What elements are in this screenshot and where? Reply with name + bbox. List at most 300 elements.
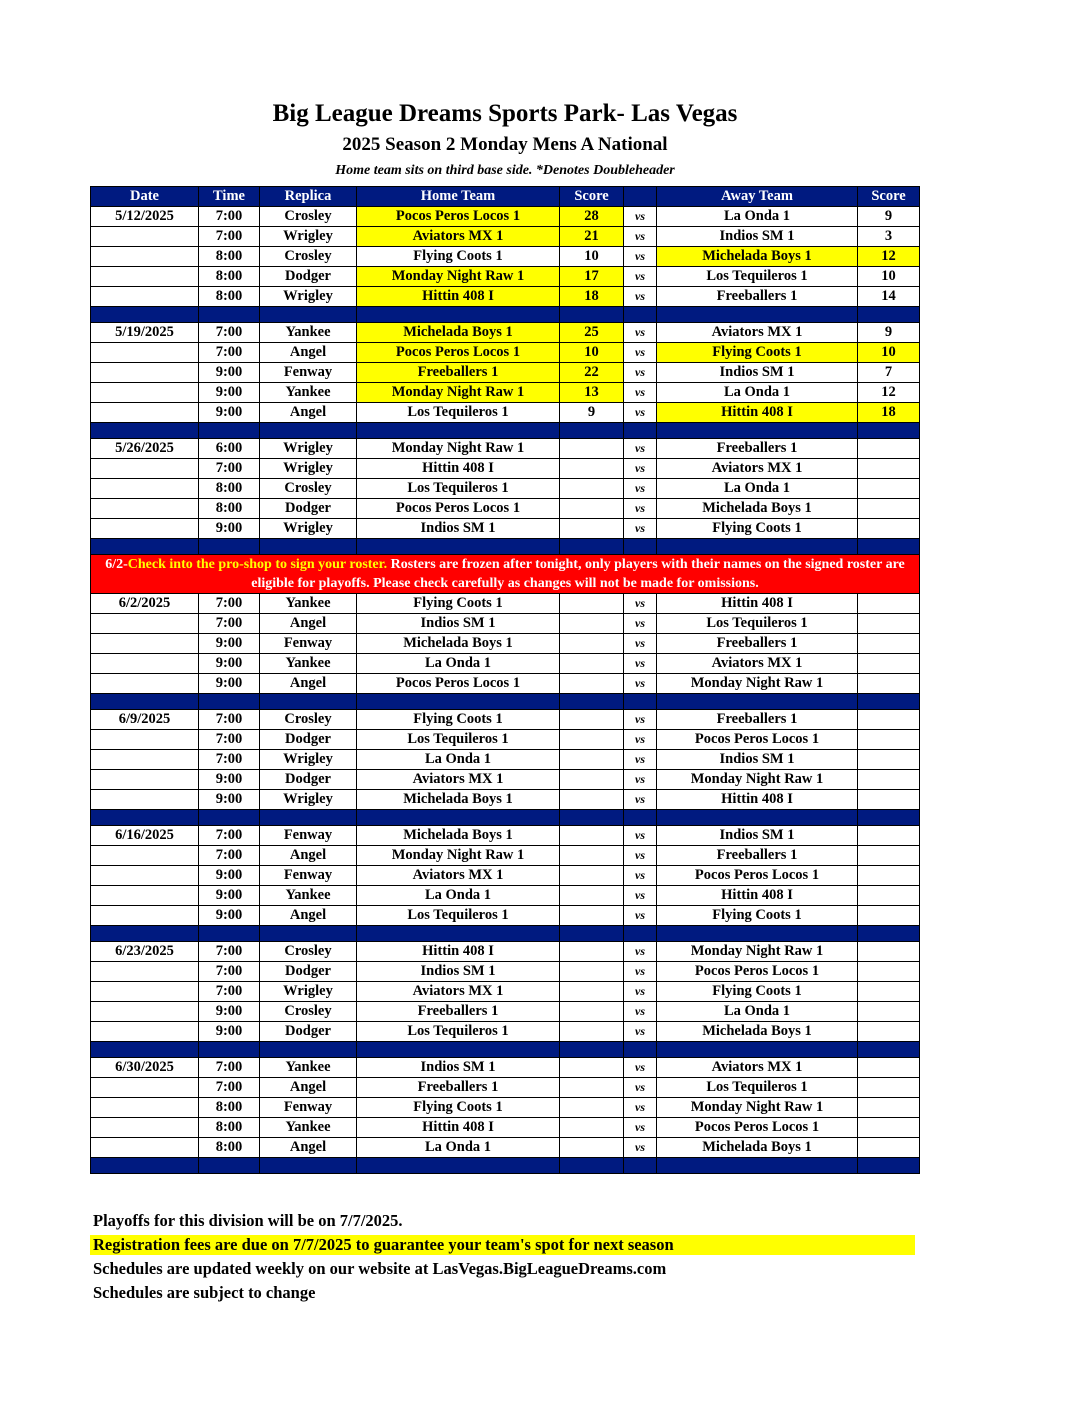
away-score: [858, 459, 920, 479]
separator-cell: [624, 1158, 657, 1174]
away-score: [858, 654, 920, 674]
away-score: [858, 594, 920, 614]
game-field: Dodger: [260, 962, 357, 982]
game-date: [91, 403, 199, 423]
home-score: [560, 770, 624, 790]
separator-cell: [657, 926, 858, 942]
game-time: 9:00: [199, 866, 260, 886]
home-team: Hittin 408 I: [357, 1118, 560, 1138]
home-team: Indios SM 1: [357, 614, 560, 634]
game-row: [91, 1118, 920, 1138]
separator-cell: [199, 926, 260, 942]
game-field: Wrigley: [260, 519, 357, 539]
away-score: 7: [858, 363, 920, 383]
separator-cell: [199, 810, 260, 826]
away-team: Freeballers 1: [657, 634, 858, 654]
game-date: [91, 846, 199, 866]
vs-label: vs: [624, 1098, 657, 1118]
home-score: [560, 906, 624, 926]
separator-cell: [858, 926, 920, 942]
game-field: Crosley: [260, 207, 357, 227]
separator-cell: [91, 926, 199, 942]
separator-cell: [858, 694, 920, 710]
footer-registration: Registration fees are due on 7/7/2025 to guarantee your team's spot for next season: [90, 1235, 915, 1255]
game-row: [91, 323, 920, 343]
vs-label: vs: [624, 1002, 657, 1022]
away-team: Monday Night Raw 1: [657, 1098, 858, 1118]
game-time: 9:00: [199, 886, 260, 906]
game-time: 7:00: [199, 614, 260, 634]
home-score: [560, 499, 624, 519]
game-time: 7:00: [199, 846, 260, 866]
game-field: Angel: [260, 1138, 357, 1158]
game-row: [91, 247, 920, 267]
home-team: Flying Coots 1: [357, 247, 560, 267]
home-team: Los Tequileros 1: [357, 730, 560, 750]
home-team: La Onda 1: [357, 1138, 560, 1158]
game-field: Wrigley: [260, 439, 357, 459]
home-score: [560, 886, 624, 906]
separator-cell: [624, 1042, 657, 1058]
game-time: 8:00: [199, 499, 260, 519]
vs-label: vs: [624, 730, 657, 750]
home-score: [560, 982, 624, 1002]
week-separator: [91, 423, 920, 439]
home-score: [560, 1138, 624, 1158]
game-time: 9:00: [199, 1002, 260, 1022]
away-score: [858, 1022, 920, 1042]
home-score: [560, 710, 624, 730]
game-row: [91, 942, 920, 962]
separator-cell: [657, 307, 858, 323]
separator-cell: [199, 1042, 260, 1058]
away-score: 3: [858, 227, 920, 247]
separator-cell: [260, 307, 357, 323]
game-date: [91, 906, 199, 926]
vs-label: vs: [624, 942, 657, 962]
away-score: [858, 790, 920, 810]
game-row: [91, 383, 920, 403]
away-score: [858, 1078, 920, 1098]
game-date: [91, 1098, 199, 1118]
game-time: 9:00: [199, 1022, 260, 1042]
game-field: Angel: [260, 846, 357, 866]
home-team: Aviators MX 1: [357, 770, 560, 790]
game-date: [91, 674, 199, 694]
vs-label: vs: [624, 886, 657, 906]
game-time: 7:00: [199, 594, 260, 614]
game-date: [91, 982, 199, 1002]
home-team: Hittin 408 I: [357, 459, 560, 479]
away-score: 10: [858, 343, 920, 363]
away-score: [858, 1138, 920, 1158]
away-team: Flying Coots 1: [657, 343, 858, 363]
game-date: [91, 790, 199, 810]
vs-label: vs: [624, 710, 657, 730]
game-time: 7:00: [199, 1058, 260, 1078]
away-team: Hittin 408 I: [657, 403, 858, 423]
home-score: 25: [560, 323, 624, 343]
separator-cell: [357, 810, 560, 826]
away-team: Indios SM 1: [657, 363, 858, 383]
away-score: [858, 886, 920, 906]
game-row: [91, 519, 920, 539]
away-score: [858, 962, 920, 982]
game-field: Crosley: [260, 710, 357, 730]
game-time: 9:00: [199, 906, 260, 926]
separator-cell: [858, 423, 920, 439]
game-date: [91, 363, 199, 383]
game-row: [91, 459, 920, 479]
game-field: Dodger: [260, 730, 357, 750]
notice-highlight: Check into the pro-shop to sign your roster.: [127, 557, 388, 572]
vs-label: vs: [624, 770, 657, 790]
game-time: 7:00: [199, 323, 260, 343]
roster-notice-row: [91, 555, 920, 594]
game-date: [91, 654, 199, 674]
game-date: [91, 383, 199, 403]
home-score: [560, 750, 624, 770]
game-row: [91, 343, 920, 363]
separator-cell: [91, 307, 199, 323]
away-score: [858, 770, 920, 790]
home-team: La Onda 1: [357, 750, 560, 770]
game-field: Yankee: [260, 886, 357, 906]
separator-cell: [260, 539, 357, 555]
away-team: Flying Coots 1: [657, 519, 858, 539]
game-field: Yankee: [260, 1118, 357, 1138]
game-date: [91, 634, 199, 654]
game-time: 7:00: [199, 710, 260, 730]
home-team: Michelada Boys 1: [357, 634, 560, 654]
game-time: 8:00: [199, 479, 260, 499]
table-header-row: [91, 187, 920, 207]
game-row: [91, 710, 920, 730]
game-date: 6/16/2025: [91, 826, 199, 846]
game-row: [91, 962, 920, 982]
home-score: [560, 790, 624, 810]
separator-cell: [357, 1042, 560, 1058]
home-team: Flying Coots 1: [357, 1098, 560, 1118]
home-team: Monday Night Raw 1: [357, 383, 560, 403]
game-field: Angel: [260, 403, 357, 423]
vs-label: vs: [624, 1078, 657, 1098]
game-row: [91, 207, 920, 227]
home-team: Los Tequileros 1: [357, 403, 560, 423]
game-row: [91, 1058, 920, 1078]
game-date: 6/30/2025: [91, 1058, 199, 1078]
home-score: [560, 614, 624, 634]
away-team: Hittin 408 I: [657, 790, 858, 810]
vs-label: vs: [624, 1022, 657, 1042]
game-row: [91, 750, 920, 770]
game-row: [91, 499, 920, 519]
separator-cell: [91, 539, 199, 555]
separator-cell: [657, 539, 858, 555]
away-team: Flying Coots 1: [657, 982, 858, 1002]
game-row: [91, 790, 920, 810]
notice-date: 6/2-: [105, 557, 128, 572]
away-score: 18: [858, 403, 920, 423]
roster-notice: [91, 555, 920, 594]
vs-label: vs: [624, 459, 657, 479]
week-separator: [91, 810, 920, 826]
game-time: 9:00: [199, 674, 260, 694]
week-separator: [91, 694, 920, 710]
game-field: Crosley: [260, 247, 357, 267]
away-score: [858, 846, 920, 866]
week-separator: [91, 1158, 920, 1174]
separator-cell: [560, 926, 624, 942]
away-team: Flying Coots 1: [657, 906, 858, 926]
separator-cell: [357, 926, 560, 942]
home-team: Indios SM 1: [357, 962, 560, 982]
game-time: 9:00: [199, 770, 260, 790]
separator-cell: [260, 1158, 357, 1174]
home-score: [560, 846, 624, 866]
game-time: 8:00: [199, 1138, 260, 1158]
away-team: La Onda 1: [657, 207, 858, 227]
away-score: [858, 750, 920, 770]
separator-cell: [91, 694, 199, 710]
game-row: [91, 906, 920, 926]
home-team: Pocos Peros Locos 1: [357, 499, 560, 519]
home-score: [560, 479, 624, 499]
home-score: 18: [560, 287, 624, 307]
separator-cell: [624, 694, 657, 710]
home-team: Indios SM 1: [357, 1058, 560, 1078]
separator-cell: [199, 423, 260, 439]
home-team: La Onda 1: [357, 886, 560, 906]
away-team: Indios SM 1: [657, 750, 858, 770]
separator-cell: [357, 1158, 560, 1174]
game-row: [91, 634, 920, 654]
header-replica: Replica: [260, 187, 357, 207]
game-time: 7:00: [199, 1078, 260, 1098]
header-time: Time: [199, 187, 260, 207]
game-row: [91, 654, 920, 674]
game-field: Crosley: [260, 1002, 357, 1022]
home-score: [560, 439, 624, 459]
game-field: Fenway: [260, 1098, 357, 1118]
home-score: [560, 1058, 624, 1078]
away-score: [858, 674, 920, 694]
away-team: Pocos Peros Locos 1: [657, 730, 858, 750]
away-score: [858, 614, 920, 634]
game-row: [91, 770, 920, 790]
home-score: [560, 942, 624, 962]
away-team: Indios SM 1: [657, 826, 858, 846]
page-title: Big League Dreams Sports Park- Las Vegas: [272, 100, 738, 127]
header-home-team: Home Team: [357, 187, 560, 207]
home-score: [560, 826, 624, 846]
separator-cell: [199, 1158, 260, 1174]
away-team: Michelada Boys 1: [657, 499, 858, 519]
game-field: Yankee: [260, 654, 357, 674]
game-row: [91, 267, 920, 287]
separator-cell: [260, 423, 357, 439]
home-score: [560, 1002, 624, 1022]
away-team: Freeballers 1: [657, 439, 858, 459]
header-vs: [624, 187, 657, 207]
vs-label: vs: [624, 750, 657, 770]
home-team: Freeballers 1: [357, 1078, 560, 1098]
home-team: Pocos Peros Locos 1: [357, 207, 560, 227]
game-date: [91, 499, 199, 519]
game-row: [91, 982, 920, 1002]
home-score: [560, 654, 624, 674]
game-row: [91, 1098, 920, 1118]
home-team: Michelada Boys 1: [357, 790, 560, 810]
game-time: 9:00: [199, 383, 260, 403]
separator-cell: [657, 694, 858, 710]
header-home-score: Score: [560, 187, 624, 207]
home-team: Hittin 408 I: [357, 942, 560, 962]
separator-cell: [657, 810, 858, 826]
game-row: [91, 1002, 920, 1022]
game-date: [91, 479, 199, 499]
home-score: [560, 730, 624, 750]
game-field: Angel: [260, 906, 357, 926]
game-time: 7:00: [199, 750, 260, 770]
home-score: [560, 1118, 624, 1138]
vs-label: vs: [624, 634, 657, 654]
game-row: [91, 846, 920, 866]
game-row: [91, 614, 920, 634]
separator-cell: [260, 926, 357, 942]
away-score: 9: [858, 323, 920, 343]
away-team: Pocos Peros Locos 1: [657, 866, 858, 886]
game-time: 7:00: [199, 459, 260, 479]
separator-cell: [357, 423, 560, 439]
game-date: [91, 866, 199, 886]
home-team: Freeballers 1: [357, 363, 560, 383]
game-time: 7:00: [199, 207, 260, 227]
home-score: 13: [560, 383, 624, 403]
home-score: [560, 634, 624, 654]
vs-label: vs: [624, 267, 657, 287]
game-date: 5/12/2025: [91, 207, 199, 227]
game-row: [91, 594, 920, 614]
game-date: [91, 770, 199, 790]
separator-cell: [624, 539, 657, 555]
away-team: Los Tequileros 1: [657, 614, 858, 634]
home-team: Michelada Boys 1: [357, 826, 560, 846]
separator-cell: [91, 423, 199, 439]
separator-cell: [357, 307, 560, 323]
game-field: Wrigley: [260, 790, 357, 810]
home-score: [560, 1022, 624, 1042]
game-time: 8:00: [199, 267, 260, 287]
game-time: 8:00: [199, 287, 260, 307]
away-team: La Onda 1: [657, 1002, 858, 1022]
game-field: Yankee: [260, 323, 357, 343]
home-team: Los Tequileros 1: [357, 1022, 560, 1042]
game-field: Yankee: [260, 1058, 357, 1078]
away-score: 14: [858, 287, 920, 307]
home-score: 9: [560, 403, 624, 423]
away-score: [858, 826, 920, 846]
vs-label: vs: [624, 227, 657, 247]
game-time: 9:00: [199, 654, 260, 674]
game-row: [91, 1022, 920, 1042]
separator-cell: [657, 1158, 858, 1174]
separator-cell: [91, 1042, 199, 1058]
separator-cell: [624, 423, 657, 439]
vs-label: vs: [624, 790, 657, 810]
game-date: [91, 287, 199, 307]
away-team: Pocos Peros Locos 1: [657, 1118, 858, 1138]
away-score: [858, 866, 920, 886]
game-field: Wrigley: [260, 287, 357, 307]
separator-cell: [560, 539, 624, 555]
game-row: [91, 866, 920, 886]
vs-label: vs: [624, 499, 657, 519]
game-time: 7:00: [199, 982, 260, 1002]
home-team: Los Tequileros 1: [357, 479, 560, 499]
game-date: 6/9/2025: [91, 710, 199, 730]
away-team: Indios SM 1: [657, 227, 858, 247]
game-date: [91, 886, 199, 906]
home-score: 10: [560, 247, 624, 267]
separator-cell: [657, 423, 858, 439]
week-separator: [91, 307, 920, 323]
game-row: [91, 886, 920, 906]
home-score: [560, 866, 624, 886]
game-field: Wrigley: [260, 227, 357, 247]
away-score: [858, 634, 920, 654]
away-score: 12: [858, 383, 920, 403]
game-row: [91, 674, 920, 694]
away-team: Aviators MX 1: [657, 1058, 858, 1078]
game-time: 8:00: [199, 1098, 260, 1118]
home-team: Pocos Peros Locos 1: [357, 343, 560, 363]
game-row: [91, 1078, 920, 1098]
away-team: Michelada Boys 1: [657, 1022, 858, 1042]
away-score: 10: [858, 267, 920, 287]
header-date: Date: [91, 187, 199, 207]
away-score: [858, 710, 920, 730]
away-team: Monday Night Raw 1: [657, 942, 858, 962]
game-field: Angel: [260, 614, 357, 634]
separator-cell: [260, 1042, 357, 1058]
game-row: [91, 439, 920, 459]
week-separator: [91, 539, 920, 555]
game-time: 6:00: [199, 439, 260, 459]
home-score: [560, 519, 624, 539]
game-date: [91, 730, 199, 750]
away-score: [858, 906, 920, 926]
separator-cell: [560, 423, 624, 439]
vs-label: vs: [624, 1138, 657, 1158]
game-date: [91, 1138, 199, 1158]
away-team: Michelada Boys 1: [657, 1138, 858, 1158]
game-date: [91, 227, 199, 247]
game-row: [91, 826, 920, 846]
game-time: 8:00: [199, 247, 260, 267]
away-team: Michelada Boys 1: [657, 247, 858, 267]
separator-cell: [260, 694, 357, 710]
separator-cell: [357, 694, 560, 710]
vs-label: vs: [624, 207, 657, 227]
home-score: [560, 459, 624, 479]
vs-label: vs: [624, 866, 657, 886]
vs-label: vs: [624, 479, 657, 499]
vs-label: vs: [624, 1118, 657, 1138]
game-field: Crosley: [260, 942, 357, 962]
game-field: Fenway: [260, 826, 357, 846]
game-date: [91, 1002, 199, 1022]
